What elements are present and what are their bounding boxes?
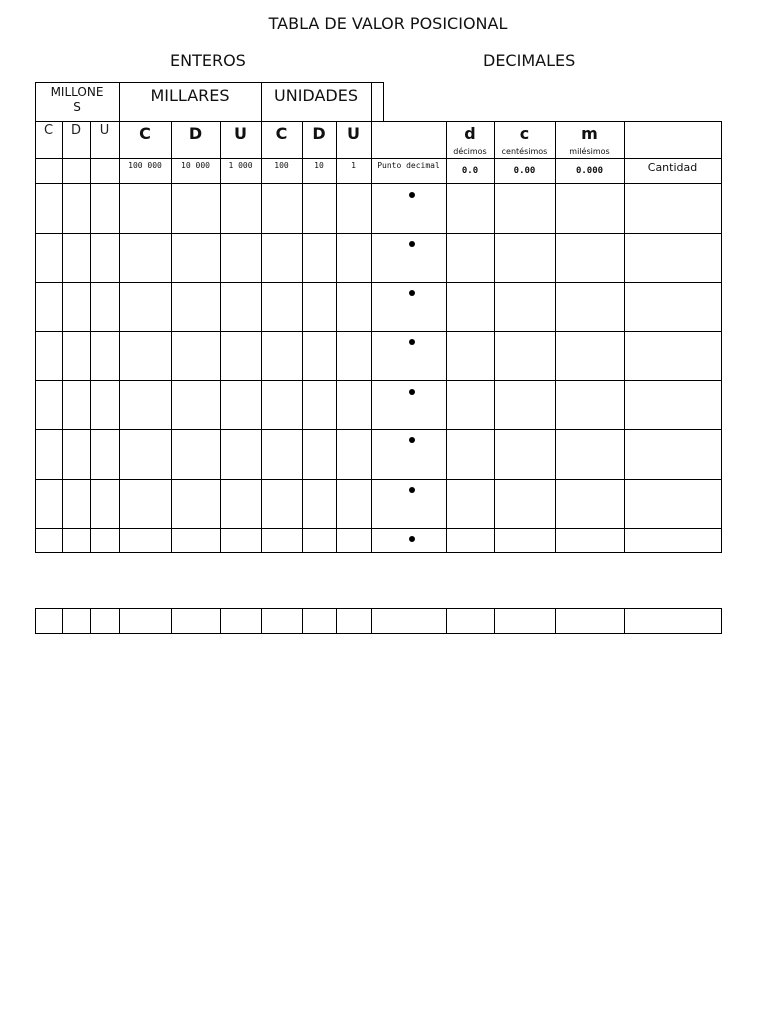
table-rule [35, 608, 722, 609]
centesimos-letter: c [519, 124, 530, 143]
table-rule [721, 121, 722, 553]
column-letter: U [99, 123, 110, 138]
place-value: 100 000 [128, 161, 162, 170]
decimal-point-dot [409, 389, 415, 395]
decimal-point-dot [409, 241, 415, 247]
table-rule [220, 608, 221, 634]
table-rule [494, 608, 495, 634]
table-rule [35, 331, 722, 332]
table-rule [90, 121, 91, 553]
table-rule [624, 121, 625, 553]
column-letter: D [70, 123, 81, 138]
table-rule [35, 183, 722, 184]
table-rule [336, 608, 337, 634]
millares-header: MILLARES [150, 86, 230, 105]
decimos-label: décimos [453, 147, 487, 156]
table-rule [371, 608, 372, 634]
table-rule [336, 121, 337, 553]
table-rule [555, 608, 556, 634]
table-rule [171, 608, 172, 634]
unidades-header: UNIDADES [274, 86, 358, 105]
table-rule [261, 121, 262, 553]
millones-header: MILLONE S [50, 85, 104, 114]
table-rule [35, 608, 36, 634]
table-rule [35, 380, 722, 381]
place-value: 100 [274, 161, 289, 170]
table-rule [35, 82, 384, 83]
column-letter: C [43, 123, 54, 138]
place-value: 1 [351, 161, 356, 170]
decimal-point-dot [409, 192, 415, 198]
column-letter: D [312, 124, 326, 143]
table-rule [35, 158, 722, 159]
table-rule [35, 121, 36, 553]
table-rule [35, 633, 722, 634]
table-rule [35, 121, 722, 122]
decimal-point-dot [409, 536, 415, 542]
table-rule [555, 121, 556, 553]
column-letter: U [347, 124, 360, 143]
table-rule [383, 82, 384, 122]
decimal-point-dot [409, 339, 415, 345]
decimales-header: DECIMALES [483, 51, 576, 70]
table-rule [62, 121, 63, 553]
milesimos-value: 0.000 [575, 166, 604, 176]
page-title: TABLA DE VALOR POSICIONAL [268, 14, 508, 33]
table-rule [494, 121, 495, 553]
table-rule [721, 608, 722, 634]
table-rule [302, 608, 303, 634]
table-rule [261, 608, 262, 634]
table-rule [119, 121, 120, 553]
milesimos-label: milésimos [569, 147, 610, 156]
table-rule [35, 528, 722, 529]
table-rule [62, 608, 63, 634]
column-letter: C [139, 124, 151, 143]
table-rule [371, 82, 372, 122]
table-rule [624, 608, 625, 634]
place-value: 10 000 [181, 161, 210, 170]
table-rule [35, 233, 722, 234]
table-rule [90, 608, 91, 634]
table-rule [35, 552, 722, 553]
enteros-header: ENTEROS [170, 51, 246, 70]
table-rule [35, 479, 722, 480]
table-rule [220, 121, 221, 553]
table-rule [171, 121, 172, 553]
centesimos-label: centésimos [501, 147, 548, 156]
table-rule [446, 121, 447, 553]
table-rule [35, 282, 722, 283]
column-letter: D [188, 124, 203, 143]
table-rule [446, 608, 447, 634]
centesimos-value: 0.00 [513, 166, 536, 176]
decimal-point-dot [409, 437, 415, 443]
place-value: 1 000 [228, 161, 253, 170]
table-rule [35, 429, 722, 430]
place-value: 10 [314, 161, 324, 170]
punto-decimal-label: Punto decimal [377, 161, 440, 170]
table-rule [371, 121, 372, 553]
column-letter: U [234, 124, 247, 143]
decimos-letter: d [464, 124, 476, 143]
table-rule [119, 608, 120, 634]
milesimos-letter: m [581, 124, 598, 143]
table-rule [302, 121, 303, 553]
decimal-point-dot [409, 487, 415, 493]
decimal-point-dot [409, 290, 415, 296]
column-letter: C [275, 124, 288, 143]
decimos-value: 0.0 [461, 166, 479, 176]
cantidad-label: Cantidad [647, 161, 698, 174]
